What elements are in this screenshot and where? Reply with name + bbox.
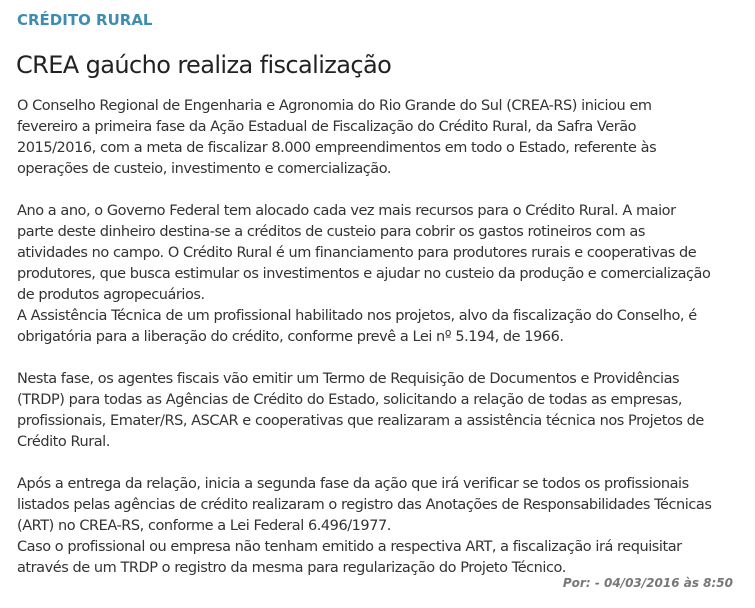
article-paragraph bbox=[17, 96, 747, 180]
paragraph-line: atividades no campo. O Crédito Rural é um financiamento para produtores rurais e cooperativas de bbox=[17, 245, 697, 261]
paragraph-line: Após a entrega da relação, inicia a segunda fase da ação que irá verificar se todos os profissionais bbox=[17, 476, 689, 492]
article-paragraph bbox=[17, 201, 747, 348]
article-paragraph bbox=[17, 474, 747, 579]
paragraph-line: Crédito Rural. bbox=[17, 434, 110, 450]
paragraph-line: Caso o profissional ou empresa não tenham emitido a respectiva ART, a fiscalização irá requisitar bbox=[17, 539, 682, 555]
paragraph-line: operações de custeio, investimento e comercialização. bbox=[17, 161, 392, 177]
paragraph-line: Nesta fase, os agentes fiscais vão emitir um Termo de Requisição de Documentos e Providências bbox=[17, 371, 680, 387]
paragraph-line: Ano a ano, o Governo Federal tem alocado cada vez mais recursos para o Crédito Rural. A maior bbox=[17, 203, 676, 219]
paragraph-line: listados pelas agências de crédito realizaram o registro das Anotações de Responsabilidades Técnicas bbox=[17, 497, 712, 513]
paragraph-line: parte deste dinheiro destina-se a créditos de custeio para cobrir os gastos rotineiros com as bbox=[17, 224, 645, 240]
article-body bbox=[17, 96, 747, 600]
article-paragraph bbox=[17, 369, 747, 453]
paragraph-line: fevereiro a primeira fase da Ação Estadual de Fiscalização do Crédito Rural, da Safra Verão bbox=[17, 119, 637, 135]
paragraph-line: obrigatória para a liberação do crédito, conforme prevê a Lei nº 5.194, de 1966. bbox=[17, 329, 564, 345]
article-title: CREA gaúcho realiza fiscalização bbox=[16, 51, 392, 79]
byline: Por: - 04/03/2016 às 8:50 bbox=[562, 576, 733, 590]
paragraph-line: através de um TRDP o registro da mesma para regularização do Projeto Técnico. bbox=[17, 560, 566, 576]
paragraph-line: 2015/2016, com a meta de fiscalizar 8.000 empreendimentos em todo o Estado, referente às bbox=[17, 140, 657, 156]
category-label: CRÉDITO RURAL bbox=[17, 11, 153, 29]
paragraph-line: (ART) no CREA-RS, conforme a Lei Federal 6.496/1977. bbox=[17, 518, 391, 534]
paragraph-line: O Conselho Regional de Engenharia e Agronomia do Rio Grande do Sul (CREA-RS) iniciou em bbox=[17, 98, 652, 114]
paragraph-line: produtores, que busca estimular os investimentos e ajudar no custeio da produção e comercialização bbox=[17, 266, 711, 282]
paragraph-line: profissionais, Emater/RS, ASCAR e cooperativas que realizaram a assistência técnica nos Projetos de bbox=[17, 413, 704, 429]
paragraph-line: de produtos agropecuários. bbox=[17, 287, 205, 303]
paragraph-line: (TRDP) para todas as Agências de Crédito do Estado, solicitando a relação de todas as empresas, bbox=[17, 392, 683, 408]
paragraph-line: A Assistência Técnica de um profissional habilitado nos projetos, alvo da fiscalização do Conselho, é bbox=[17, 308, 697, 324]
